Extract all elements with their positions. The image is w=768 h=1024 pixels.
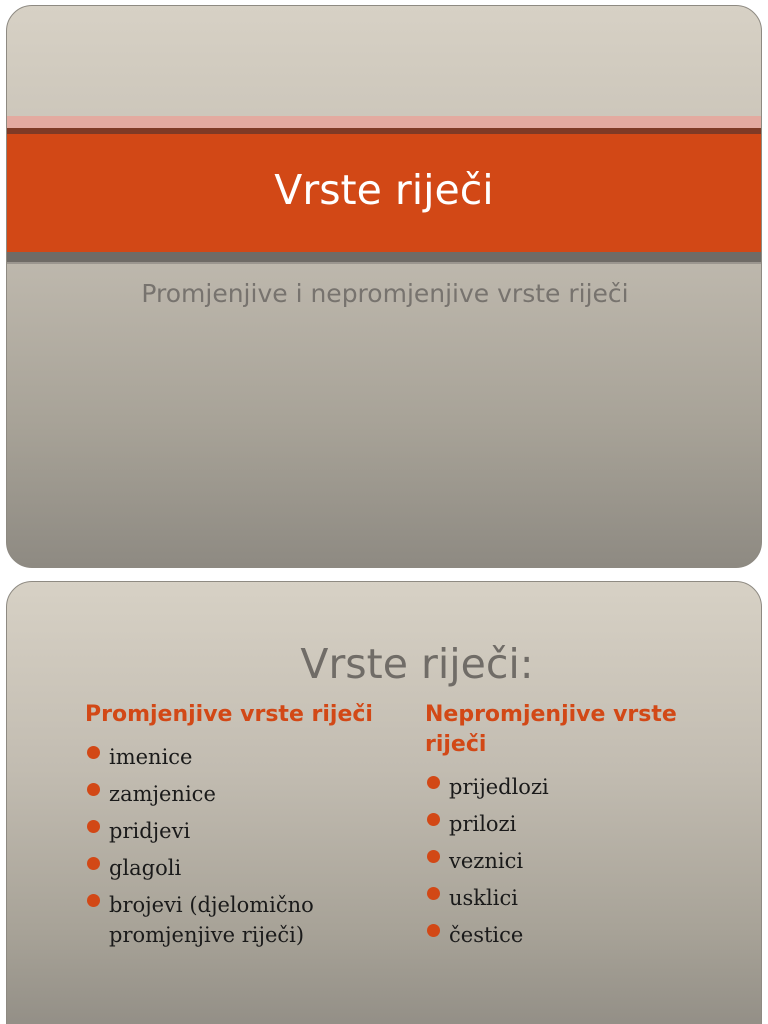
list-item [85,890,405,950]
list-item-text: prilozi [449,812,517,836]
slide-title: Vrste riječi: [300,640,534,688]
list-item-text: pridjevi [109,819,191,843]
circle-bullet-icon [87,783,100,796]
list-item [425,809,745,839]
right-column [425,700,745,957]
list-item-text: zamjenice [109,782,216,806]
circle-bullet-icon [87,857,100,870]
list-item [425,772,745,802]
title-slide[interactable] [6,5,762,568]
content-slide[interactable] [6,581,762,1024]
list-item [425,883,745,913]
list-item-text: veznici [449,849,524,873]
title-band-top-stripe [7,116,761,128]
circle-bullet-icon [87,894,100,907]
list-item-text: glagoli [109,856,182,880]
list-item-text: brojevi (djelomično promjenjive riječi) [109,893,314,947]
slide-title: Vrste riječi [274,166,494,214]
circle-bullet-icon [427,813,440,826]
list-item-text: usklici [449,886,518,910]
list-item [425,920,745,950]
list-item-text: prijedlozi [449,775,549,799]
title-band-bottom-stripe [7,252,761,264]
list-item [85,816,405,846]
circle-bullet-icon [427,924,440,937]
list-item [85,853,405,883]
slide-subtitle: Promjenjive i nepromjenjive vrste riječi [141,279,629,308]
bullet-list [85,742,405,950]
bullet-list [425,772,745,950]
left-column [85,700,405,957]
circle-bullet-icon [87,746,100,759]
list-item-text: čestice [449,923,524,947]
column-heading: Nepromjenjive vrste riječi [425,702,677,757]
list-item [85,742,405,772]
column-heading: Promjenjive vrste riječi [85,702,373,727]
list-item [425,846,745,876]
circle-bullet-icon [427,887,440,900]
circle-bullet-icon [427,850,440,863]
circle-bullet-icon [87,820,100,833]
list-item [85,779,405,809]
circle-bullet-icon [427,776,440,789]
list-item-text: imenice [109,745,193,769]
